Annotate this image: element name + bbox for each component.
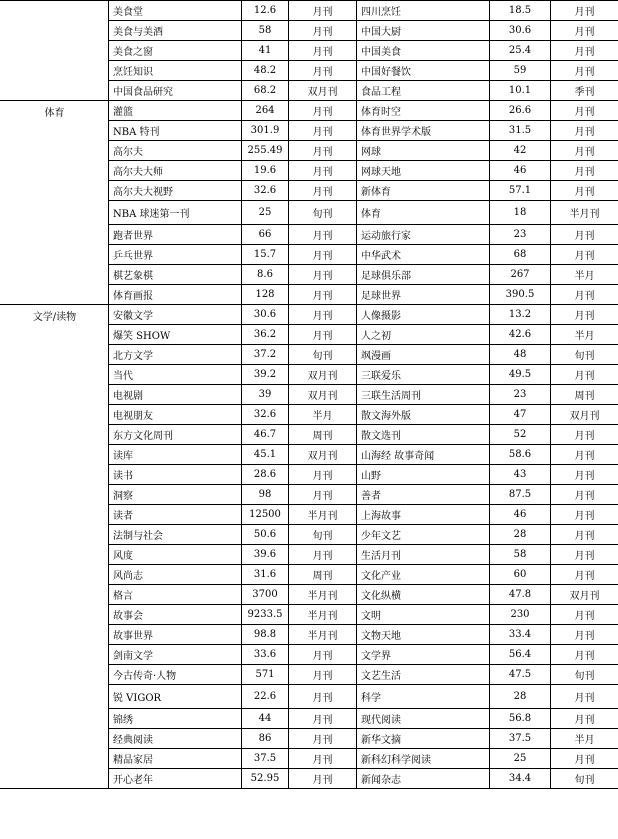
frequency-cell: 月刊 [551, 61, 618, 81]
frequency-cell: 月刊 [289, 285, 357, 305]
frequency-cell: 月刊 [289, 21, 357, 41]
price-cell: 23 [490, 385, 551, 405]
price-cell: 26.6 [490, 101, 551, 121]
title-cell: 电视朋友 [109, 405, 242, 425]
title-cell: 三联爱乐 [357, 365, 490, 385]
title-cell: 文物天地 [357, 625, 490, 645]
price-cell: 390.5 [490, 285, 551, 305]
price-cell: 41 [242, 41, 289, 61]
price-cell: 12500 [242, 505, 289, 525]
frequency-cell: 月刊 [551, 465, 618, 485]
title-cell: 剑南文学 [109, 645, 242, 665]
frequency-cell: 季刊 [551, 81, 618, 101]
frequency-cell: 月刊 [551, 685, 618, 709]
frequency-cell: 周刊 [289, 565, 357, 585]
title-cell: 山海经 故事奇闻 [357, 445, 490, 465]
title-cell: 四川烹饪 [357, 1, 490, 21]
price-cell: 230 [490, 605, 551, 625]
frequency-cell: 半月刊 [289, 625, 357, 645]
frequency-cell: 月刊 [551, 525, 618, 545]
category-cell: 体育 [1, 101, 109, 305]
frequency-cell: 旬刊 [551, 345, 618, 365]
title-cell: 食品工程 [357, 81, 490, 101]
title-cell: 人之初 [357, 325, 490, 345]
title-cell: 人像摄影 [357, 305, 490, 325]
price-cell: 47.5 [490, 665, 551, 685]
frequency-cell: 月刊 [289, 749, 357, 769]
frequency-cell: 月刊 [551, 545, 618, 565]
title-cell: 中华武术 [357, 245, 490, 265]
frequency-cell: 月刊 [551, 141, 618, 161]
title-cell: 爆笑 SHOW [109, 325, 242, 345]
price-cell: 28 [490, 685, 551, 709]
price-cell: 34.4 [490, 769, 551, 789]
title-cell: 体育 [357, 201, 490, 225]
frequency-cell: 月刊 [289, 545, 357, 565]
frequency-cell: 双月刊 [289, 81, 357, 101]
price-cell: 25 [490, 749, 551, 769]
table-body [1, 1, 618, 789]
frequency-cell: 双月刊 [289, 365, 357, 385]
price-cell: 46.7 [242, 425, 289, 445]
frequency-cell: 月刊 [551, 485, 618, 505]
title-cell: 故事世界 [109, 625, 242, 645]
title-cell: 中国大厨 [357, 21, 490, 41]
title-cell: 风尚志 [109, 565, 242, 585]
title-cell: 体育画报 [109, 285, 242, 305]
frequency-cell: 旬刊 [289, 525, 357, 545]
title-cell: 网球天地 [357, 161, 490, 181]
price-cell: 52 [490, 425, 551, 445]
title-cell: 锐 VIGOR [109, 685, 242, 709]
frequency-cell: 月刊 [551, 749, 618, 769]
frequency-cell: 双月刊 [551, 585, 618, 605]
price-cell: 33.4 [490, 625, 551, 645]
title-cell: 读库 [109, 445, 242, 465]
frequency-cell: 月刊 [289, 265, 357, 285]
price-cell: 264 [242, 101, 289, 121]
title-cell: 今古传奇·人物 [109, 665, 242, 685]
frequency-cell: 月刊 [551, 101, 618, 121]
title-cell: 新体育 [357, 181, 490, 201]
title-cell: 读者 [109, 505, 242, 525]
frequency-cell: 月刊 [551, 565, 618, 585]
frequency-cell: 月刊 [551, 161, 618, 181]
price-cell: 45.1 [242, 445, 289, 465]
frequency-cell: 月刊 [289, 769, 357, 789]
price-cell: 28 [490, 525, 551, 545]
frequency-cell: 月刊 [551, 285, 618, 305]
frequency-cell: 半月 [551, 729, 618, 749]
frequency-cell: 月刊 [551, 645, 618, 665]
price-cell: 59 [490, 61, 551, 81]
frequency-cell: 月刊 [289, 161, 357, 181]
title-cell: 乒乓世界 [109, 245, 242, 265]
frequency-cell: 月刊 [551, 1, 618, 21]
frequency-cell: 月刊 [289, 709, 357, 729]
title-cell: 新科幻科学阅读 [357, 749, 490, 769]
frequency-cell: 月刊 [289, 245, 357, 265]
frequency-cell: 月刊 [551, 21, 618, 41]
price-cell: 9233.5 [242, 605, 289, 625]
title-cell: 美食与美酒 [109, 21, 242, 41]
title-cell: 烹饪知识 [109, 61, 242, 81]
title-cell: 上海故事 [357, 505, 490, 525]
price-cell: 25.4 [490, 41, 551, 61]
title-cell: 洞察 [109, 485, 242, 505]
price-cell: 12.6 [242, 1, 289, 21]
price-cell: 39 [242, 385, 289, 405]
title-cell: 少年文艺 [357, 525, 490, 545]
price-cell: 571 [242, 665, 289, 685]
title-cell: 体育时空 [357, 101, 490, 121]
frequency-cell: 半月刊 [289, 605, 357, 625]
frequency-cell: 月刊 [289, 485, 357, 505]
price-cell: 49.5 [490, 365, 551, 385]
price-cell: 44 [242, 709, 289, 729]
frequency-cell: 月刊 [551, 41, 618, 61]
price-cell: 47 [490, 405, 551, 425]
price-cell: 42 [490, 141, 551, 161]
frequency-cell: 旬刊 [289, 345, 357, 365]
price-cell: 37.5 [242, 749, 289, 769]
frequency-cell: 双月刊 [289, 385, 357, 405]
title-cell: 东方文化周刊 [109, 425, 242, 445]
table-row [1, 305, 618, 325]
price-cell: 10.1 [490, 81, 551, 101]
title-cell: 体育世界学术版 [357, 121, 490, 141]
category-cell [1, 1, 109, 101]
price-cell: 87.5 [490, 485, 551, 505]
frequency-cell: 月刊 [289, 181, 357, 201]
title-cell: 网球 [357, 141, 490, 161]
frequency-cell: 旬刊 [289, 201, 357, 225]
title-cell: 运动旅行家 [357, 225, 490, 245]
title-cell: 中国美食 [357, 41, 490, 61]
price-cell: 43 [490, 465, 551, 485]
title-cell: 散文选刊 [357, 425, 490, 445]
frequency-cell: 月刊 [289, 141, 357, 161]
price-cell: 50.6 [242, 525, 289, 545]
price-cell: 37.2 [242, 345, 289, 365]
price-cell: 48.2 [242, 61, 289, 81]
price-cell: 57.1 [490, 181, 551, 201]
title-cell: 灌篮 [109, 101, 242, 121]
title-cell: 美食之窗 [109, 41, 242, 61]
frequency-cell: 双月刊 [551, 405, 618, 425]
price-cell: 18.5 [490, 1, 551, 21]
price-cell: 32.6 [242, 181, 289, 201]
price-cell: 66 [242, 225, 289, 245]
frequency-cell: 月刊 [551, 181, 618, 201]
frequency-cell: 月刊 [551, 425, 618, 445]
frequency-cell: 月刊 [551, 121, 618, 141]
frequency-cell: 半月刊 [289, 505, 357, 525]
frequency-cell: 月刊 [289, 61, 357, 81]
price-cell: 31.5 [490, 121, 551, 141]
price-cell: 52.95 [242, 769, 289, 789]
price-cell: 46 [490, 161, 551, 181]
price-cell: 39.2 [242, 365, 289, 385]
title-cell: 高尔夫大师 [109, 161, 242, 181]
category-cell: 文学/读物 [1, 305, 109, 789]
price-cell: 36.2 [242, 325, 289, 345]
price-cell: 255.49 [242, 141, 289, 161]
title-cell: 读书 [109, 465, 242, 485]
title-cell: 开心老年 [109, 769, 242, 789]
frequency-cell: 半月 [289, 405, 357, 425]
price-cell: 60 [490, 565, 551, 585]
title-cell: 锦绣 [109, 709, 242, 729]
frequency-cell: 月刊 [289, 41, 357, 61]
frequency-cell: 周刊 [551, 385, 618, 405]
frequency-cell: 月刊 [551, 605, 618, 625]
title-cell: 善者 [357, 485, 490, 505]
frequency-cell: 月刊 [551, 709, 618, 729]
title-cell: 新华文摘 [357, 729, 490, 749]
title-cell: 散文海外版 [357, 405, 490, 425]
price-cell: 46 [490, 505, 551, 525]
price-cell: 267 [490, 265, 551, 285]
title-cell: NBA 特刊 [109, 121, 242, 141]
frequency-cell: 旬刊 [551, 665, 618, 685]
frequency-cell: 月刊 [551, 225, 618, 245]
title-cell: 文学界 [357, 645, 490, 665]
price-cell: 58 [490, 545, 551, 565]
title-cell: 跑者世界 [109, 225, 242, 245]
price-cell: 68.2 [242, 81, 289, 101]
frequency-cell: 月刊 [289, 729, 357, 749]
title-cell: 文明 [357, 605, 490, 625]
price-cell: 37.5 [490, 729, 551, 749]
title-cell: 文艺生活 [357, 665, 490, 685]
title-cell: 高尔夫 [109, 141, 242, 161]
frequency-cell: 半月刊 [289, 585, 357, 605]
price-cell: 25 [242, 201, 289, 225]
price-cell: 23 [490, 225, 551, 245]
title-cell: 北方文学 [109, 345, 242, 365]
frequency-cell: 月刊 [289, 325, 357, 345]
table-row [1, 101, 618, 121]
title-cell: 美食堂 [109, 1, 242, 21]
frequency-cell: 周刊 [289, 425, 357, 445]
price-cell: 98 [242, 485, 289, 505]
price-cell: 56.8 [490, 709, 551, 729]
frequency-cell: 月刊 [551, 305, 618, 325]
price-cell: 58 [242, 21, 289, 41]
frequency-cell: 半月刊 [551, 201, 618, 225]
title-cell: 高尔夫大视野 [109, 181, 242, 201]
price-cell: 98.8 [242, 625, 289, 645]
price-cell: 22.6 [242, 685, 289, 709]
title-cell: 法制与社会 [109, 525, 242, 545]
frequency-cell: 半月 [551, 325, 618, 345]
frequency-cell: 月刊 [551, 445, 618, 465]
price-cell: 68 [490, 245, 551, 265]
table-row [1, 1, 618, 21]
frequency-cell: 双月刊 [289, 445, 357, 465]
price-cell: 31.6 [242, 565, 289, 585]
frequency-cell: 月刊 [289, 465, 357, 485]
title-cell: 现代阅读 [357, 709, 490, 729]
price-cell: 58.6 [490, 445, 551, 465]
price-cell: 3700 [242, 585, 289, 605]
title-cell: 新闻杂志 [357, 769, 490, 789]
frequency-cell: 月刊 [289, 305, 357, 325]
title-cell: 足球世界 [357, 285, 490, 305]
title-cell: 格言 [109, 585, 242, 605]
frequency-cell: 月刊 [289, 121, 357, 141]
title-cell: 生活月刊 [357, 545, 490, 565]
price-cell: 28.6 [242, 465, 289, 485]
title-cell: 飒漫画 [357, 345, 490, 365]
title-cell: 文化产业 [357, 565, 490, 585]
price-cell: 19.6 [242, 161, 289, 181]
price-cell: 13.2 [490, 305, 551, 325]
title-cell: 故事会 [109, 605, 242, 625]
title-cell: 中国食品研究 [109, 81, 242, 101]
title-cell: 中国好餐饮 [357, 61, 490, 81]
price-cell: 48 [490, 345, 551, 365]
price-cell: 8.6 [242, 265, 289, 285]
frequency-cell: 月刊 [289, 101, 357, 121]
frequency-cell: 半月 [551, 265, 618, 285]
title-cell: 经典阅读 [109, 729, 242, 749]
frequency-cell: 旬刊 [551, 769, 618, 789]
price-cell: 15.7 [242, 245, 289, 265]
price-cell: 86 [242, 729, 289, 749]
title-cell: 安徽文学 [109, 305, 242, 325]
title-cell: 风度 [109, 545, 242, 565]
title-cell: 棋艺象棋 [109, 265, 242, 285]
price-cell: 39.6 [242, 545, 289, 565]
frequency-cell: 月刊 [289, 685, 357, 709]
frequency-cell: 月刊 [289, 225, 357, 245]
title-cell: NBA 球迷第一刊 [109, 201, 242, 225]
frequency-cell: 月刊 [289, 645, 357, 665]
title-cell: 三联生活周刊 [357, 385, 490, 405]
frequency-cell: 月刊 [551, 625, 618, 645]
frequency-cell: 月刊 [289, 1, 357, 21]
price-cell: 30.6 [242, 305, 289, 325]
frequency-cell: 月刊 [551, 505, 618, 525]
price-cell: 301.9 [242, 121, 289, 141]
frequency-cell: 月刊 [551, 245, 618, 265]
title-cell: 足球俱乐部 [357, 265, 490, 285]
price-cell: 18 [490, 201, 551, 225]
price-cell: 56.4 [490, 645, 551, 665]
title-cell: 山野 [357, 465, 490, 485]
frequency-cell: 月刊 [289, 665, 357, 685]
price-cell: 47.8 [490, 585, 551, 605]
title-cell: 当代 [109, 365, 242, 385]
title-cell: 科学 [357, 685, 490, 709]
price-cell: 42.6 [490, 325, 551, 345]
title-cell: 电视剧 [109, 385, 242, 405]
price-cell: 33.6 [242, 645, 289, 665]
price-cell: 32.6 [242, 405, 289, 425]
price-cell: 30.6 [490, 21, 551, 41]
frequency-cell: 月刊 [551, 365, 618, 385]
title-cell: 精品家居 [109, 749, 242, 769]
price-cell: 128 [242, 285, 289, 305]
title-cell: 文化纵横 [357, 585, 490, 605]
